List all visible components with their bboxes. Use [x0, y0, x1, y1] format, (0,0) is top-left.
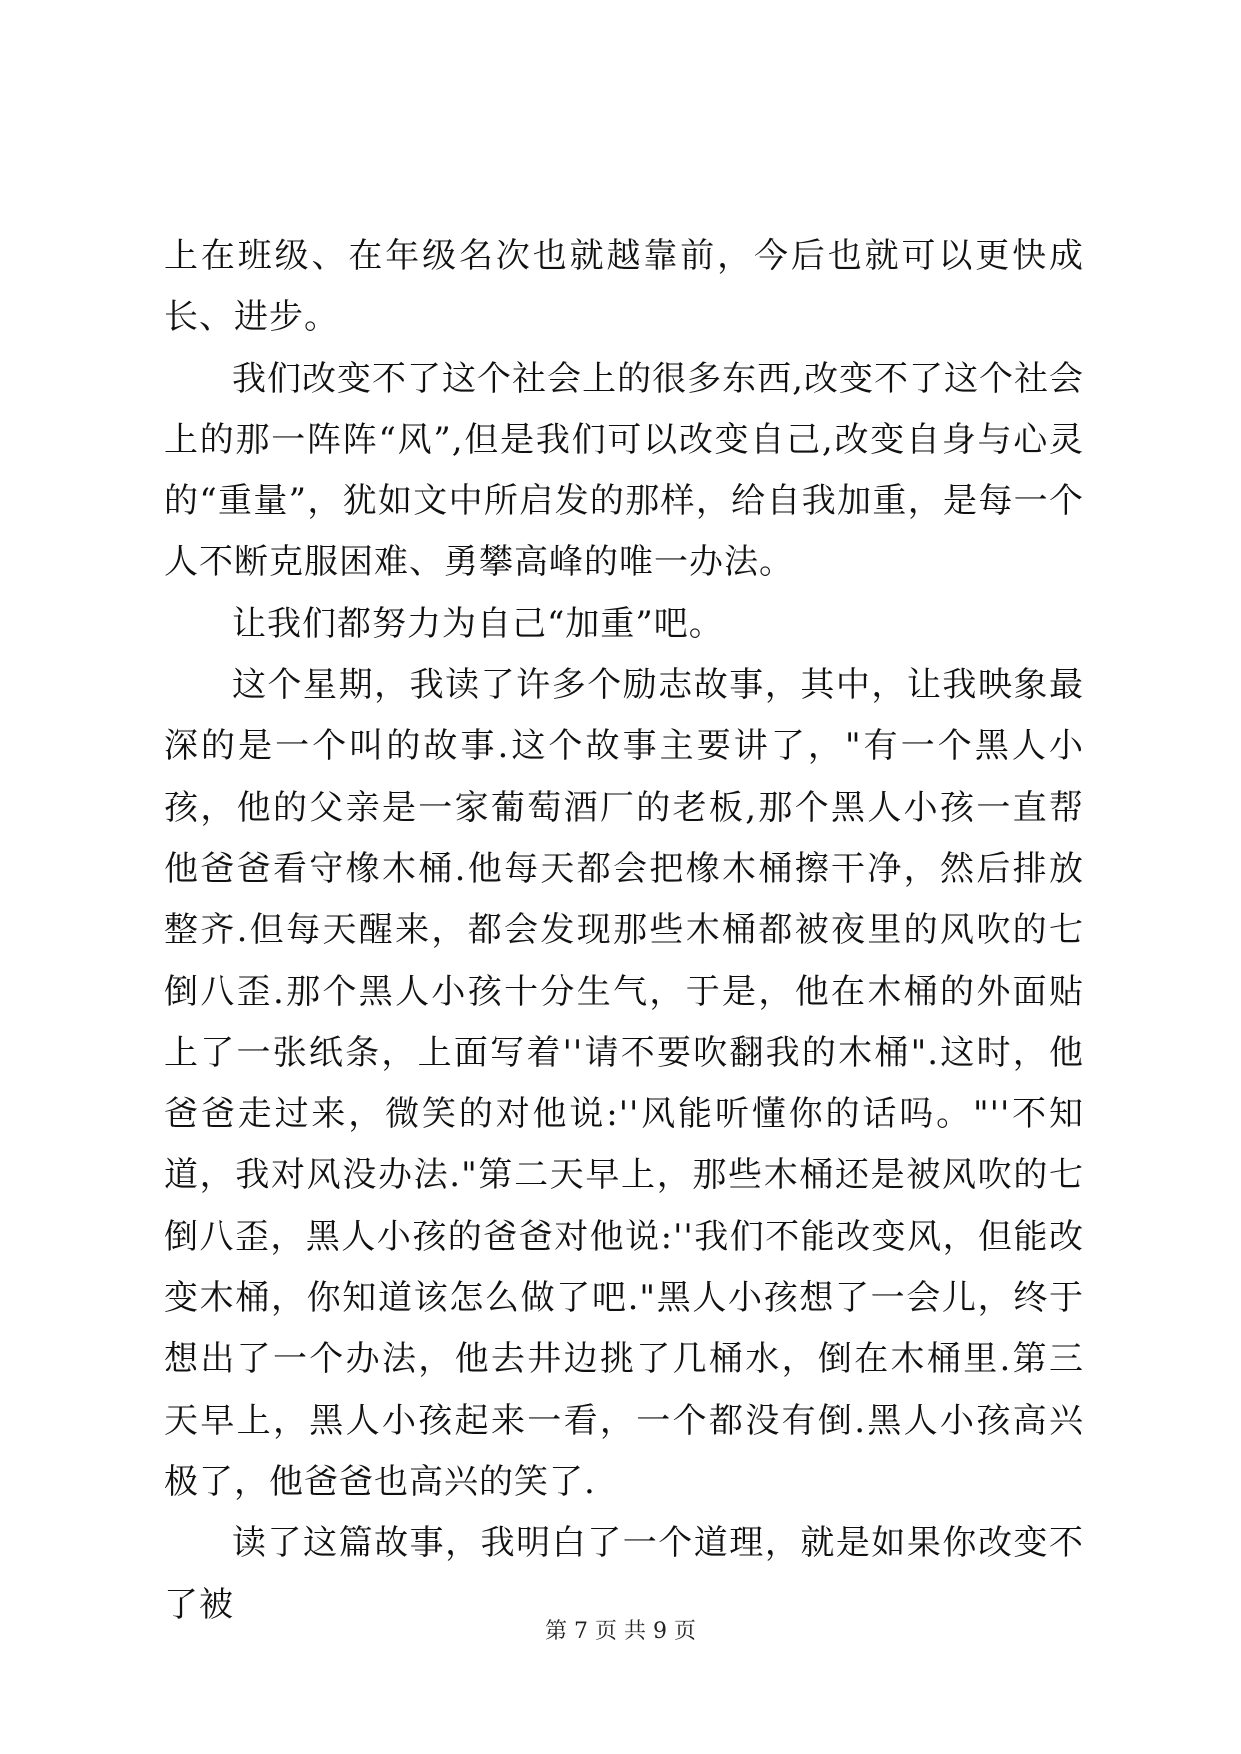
paragraph-continuation: 上在班级、在年级名次也就越靠前，今后也就可以更快成长、进步。	[164, 236, 1084, 338]
paragraph-change-yourself: 我们改变不了这个社会上的很多东西,改变不了这个社会上的那一阵阵“风”,但是我们可以改变自己,改变自身与心灵的“重量”，犹如文中所启发的那样，给自我加重，是每一个人不断克服困难、勇攀高峰的唯一办法。	[164, 358, 1084, 583]
page-footer	[0, 1614, 1241, 1645]
paragraph-lesson: 读了这篇故事，我明白了一个道理，就是如果你改变不了被	[164, 1523, 1084, 1625]
paragraph-add-weight: 让我们都努力为自己“加重”吧。	[232, 603, 724, 644]
page-number: 第 7 页 共 9 页	[545, 1619, 696, 1644]
document-body	[164, 226, 1084, 1636]
paragraph-story: 这个星期，我读了许多个励志故事，其中，让我映象最深的是一个叫的故事.这个故事主要讲了，"有一个黑人小孩，他的父亲是一家葡萄酒厂的老板,那个黑人小孩一直帮他爸爸看守橡木桶.他每天都会把橡木桶擦干净，然后排放整齐.但每天醒来，都会发现那些木桶都被夜里的风吹的七倒八歪.那个黑人小孩十分生气，于是，他在木桶的外面贴上了一张纸条，上面写着''请不要吹翻我的木桶".这时，他爸爸走过来，微笑的对他说:''风能听懂你的话吗。"''不知道，我对风没办法."第二天早上，那些木桶还是被风吹的七倒八歪，黑人小孩的爸爸对他说:''我们不能改变风，但能改变木桶，你知道该怎么做了吧."黑人小孩想了一会儿，终于想出了一个办法，他去井边挑了几桶水，倒在木桶里.第三天早上，黑人小孩起来一看，一个都没有倒.黑人小孩高兴极了，他爸爸也高兴的笑了.	[164, 665, 1084, 1502]
